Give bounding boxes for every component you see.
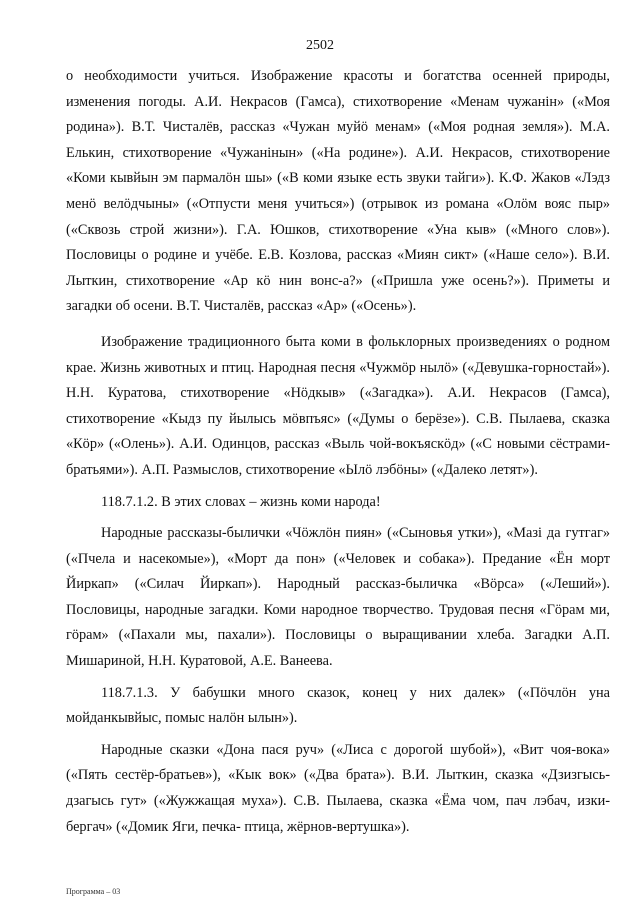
paragraph-folk-tales: Народные рассказы-былички «Чӧжлӧн пиян» («Сыновья утки»), «Мазі да гутгаг» («Пчела и насекомые»), «Морт да пон» («Человек и собака»). Предание «Ён морт Йиркап» («Силач Йиркап»). Народный рассказ-быличка «Вӧрса» («Леший»). Пословицы, народные загадки. Коми народное творчество. Трудовая песня «Гӧрам ми, гӧрам» («Пахали мы, пахали»). Пословицы о выращивании хлеба. Загадки А.П. Мишариной, Н.Н. Куратовой, А.Е. Ванеева. (66, 525, 610, 670)
paragraph-folklore: Изображение традиционного быта коми в фольклорных произведениях о родном крае. Жизнь животных и птиц. Народная песня «Чужмӧр нылӧ» («Девушка-горностай»). Н.Н. Куратова, стихотворение «Нӧдкыв» («Загадка»). А.И. Некрасов (Гамса), стихотворение «Кыдз пу йылысь мӧвпъяс» («Думы о берёзе»). С.В. Пылаева, сказка «Кӧр» («Олень»). А.И. Одинцов, рассказ «Выль чой-вокъяскӧд» («С новыми сёстрами-братьями»). А.П. Размыслов, стихотворение «Ылӧ лэбӧны» («Далеко летят»). (66, 333, 610, 478)
paragraph-autumn: о необходимости учиться. Изображение красоты и богатства осенней природы, изменения погоды. А.И. Некрасов (Гамса), стихотворение «Менам чужанiн» («Моя родина»). В.Т. Чисталёв, рассказ «Чужан муйӧ менам» («Моя родная земля»). М.А. Елькин, стихотворение «Чужанiнын» («На родине»). А.И. Некрасов, стихотворение «Коми кывйын эм пармалӧн шы» («В коми языке есть звуки тайги»). К.Ф. Жаков «Лэдз менӧ велӧдчыны» («Отпусти меня учиться») (отрывок из романа «Олӧм вояс пыр» («Сквозь строй жизни»). Г.А. Юшков, стихотворение «Уна кыв» («Много слов»). Пословицы о родине и учёбе. Е.В. Козлова, рассказ «Миян сикт» («Наше село»). В.И. Лыткин, стихотворение «Ар кӧ нин вонс-а?» («Пришла уже осень?»). Приметы и загадки об осени. В.Т. Чисталёв, рассказ «Ар» («Осень»). (66, 68, 610, 315)
footer-label: Программа – 03 (66, 887, 121, 896)
document-body (66, 64, 610, 846)
section-heading-118-7-1-3: 118.7.1.3. У бабушки много сказок, конец у них далек» («Пӧчлӧн уна мойданкывйыс, помыс налӧн ылын»). (66, 684, 610, 727)
paragraph-fairy-tales: Народные сказки «Дона пася руч» («Лиса с дорогой шубой»), «Вит чоя-вока» («Пять сестёр-братьев»), «Кык вок» («Два брата»). В.И. Лыткин, сказка «Дзизгысь-дзагысь гут» («Жужжащая муха»). С.В. Пылаева, сказка «Ёма чом, пач лэбач, изки-бергач» («Домик Яги, печка- птица, жёрнов-вертушка»). (66, 741, 610, 835)
page-number: 2502 (306, 38, 334, 53)
section-heading-118-7-1-2: 118.7.1.2. В этих словах – жизнь коми народа! (101, 493, 381, 510)
